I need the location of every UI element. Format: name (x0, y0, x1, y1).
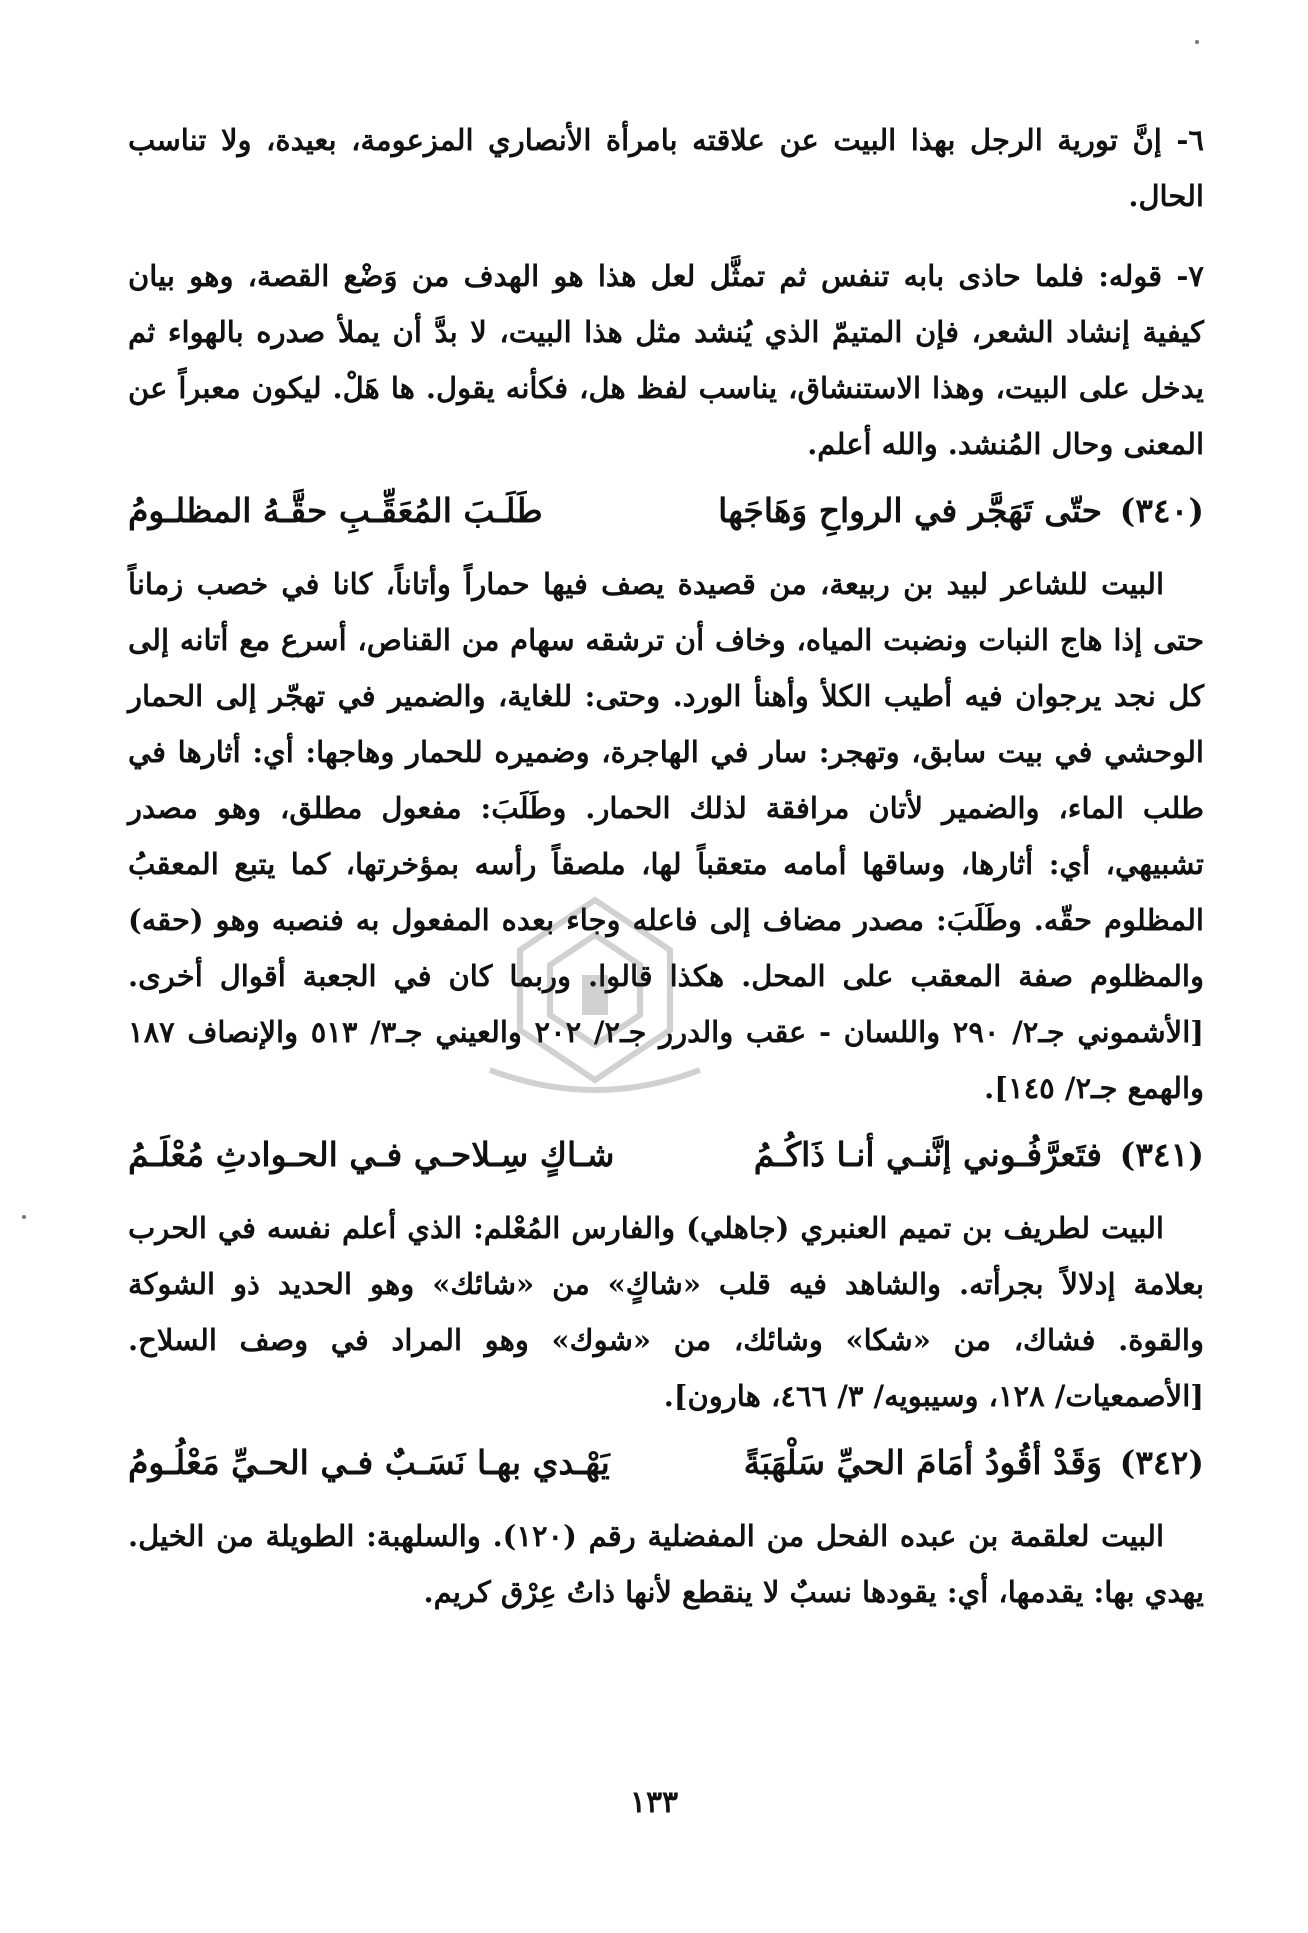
verse-number: (٣٤٢) (1119, 1443, 1204, 1482)
hemistich-text: فتَعرَّفُـوني إنَّنـي أنـا ذَاكُـمُ (753, 1135, 1103, 1174)
scan-speck (1195, 40, 1199, 44)
hemistich-text: حتّى تَهَجَّر في الرواحِ وَهَاجَها (718, 491, 1103, 530)
verse-first-hemistich (666, 1120, 1204, 1190)
verse-second-hemistich: يَهْـدي بهـا نَسَـبٌ فـي الحـيِّ مَعْلُـومُ (128, 1443, 610, 1482)
verse-second-hemistich: شـاكٍ سِـلاحـي فـي الحـوادثِ مُعْلَـمُ (128, 1135, 615, 1174)
verse-second-hemistich: طَلَـبَ المُعَقِّـبِ حقَّـهُ المظلـومُ (128, 491, 543, 530)
verse-342 (128, 1428, 1204, 1498)
commentary-342: البيت لعلقمة بن عبده الفحل من المفضلية رقم (١٢٠). والسلهبة: الطويلة من الخيل. يهدي بها: يقدمها، أي: يقودها نسبٌ لا ينقطع لأنها ذاتُ عِرْق كريم. (128, 1519, 1204, 1609)
page-content (128, 112, 1204, 1620)
commentary-341: البيت لطريف بن تميم العنبري (جاهلي) والفارس المُعْلم: الذي أعلم نفسه في الحرب بعلامة إدلالاً بجرأته. والشاهد فيه قلب «شاكٍ» من «شائك» وهو الحديد ذو الشوكة والقوة. فشاك، من «شكا» وشائك، من «شوك» وهو المراد في وصف السلاح. [الأصمعيات/ ١٢٨، وسيبويه/ ٣/ ٤٦٦، هارون]. (128, 1211, 1204, 1413)
verse-first-hemistich (666, 1428, 1204, 1498)
spacer (128, 224, 1204, 248)
commentary-340: البيت للشاعر لبيد بن ربيعة، من قصيدة يصف فيها حماراً وأتاناً، كانا في خصب زماناً حتى إذا هاج النبات ونضبت المياه، وخاف أن ترشقه سهام من القناص، أسرع مع أتانه إلى كل نجد يرجوان فيه أطيب الكلأ وأهنأ الورد. وحتى: للغاية، والضمير في تهجّر إلى الحمار الوحشي في بيت سابق، وتهجر: سار في الهاجرة، وضميره للحمار وهاجها: أي: أثارها في طلب الماء، والضمير لأتان مرافقة لذلك الحمار. وطَلَبَ: مفعول مطلق، وهو مصدر تشبيهي، أي: أثارها، وساقها أمامه متعقباً لها، ملصقاً رأسه بمؤخرتها، كما يتبع المعقبُ المظلوم حقّه. وطَلَبَ: مصدر مضاف إلى فاعله وجاء بعده المفعول به فنصبه وهو (حقه) والمظلوم صفة المعقب على المحل. هكذا قالوا. وربما كان في الجعبة أقوال أخرى. [الأشموني جـ٢/ ٢٩٠ واللسان - عقب والدرر جـ٢/ ٢٠٢ والعيني جـ٣/ ٥١٣ والإنصاف ١٨٧ والهمع جـ٢/ ١٤٥]. (128, 567, 1204, 1105)
hemistich-text: وَقَدْ أقُودُ أمَامَ الحيِّ سَلْهَبَةً (743, 1443, 1103, 1482)
scan-speck (22, 1215, 26, 1219)
library-watermark-icon (470, 880, 720, 1110)
verse-number: (٣٤٠) (1119, 491, 1204, 530)
verse-first-hemistich (666, 476, 1204, 546)
note-6: ٦- إنَّ تورية الرجل بهذا البيت عن علاقته بامرأة الأنصاري المزعومة، بعيدة، ولا تناسب الحال. (128, 123, 1204, 213)
verse-341 (128, 1120, 1204, 1190)
page-number: ١٣٣ (629, 1785, 679, 1820)
verse-number: (٣٤١) (1119, 1135, 1204, 1174)
verse-340 (128, 476, 1204, 546)
note-7: ٧- قوله: فلما حاذى بابه تنفس ثم تمثَّل لعل هذا هو الهدف من وَضْع القصة، وهو بيان كيفية إنشاد الشعر، فإن المتيمّ الذي يُنشد مثل هذا البيت، لا بدَّ أن يملأ صدره بالهواء ثم يدخل على البيت، وهذا الاستنشاق، يناسب لفظ هل، فكأنه يقول. ها هَلْ. ليكون معبراً عن المعنى وحال المُنشد. والله أعلم. (128, 259, 1204, 461)
